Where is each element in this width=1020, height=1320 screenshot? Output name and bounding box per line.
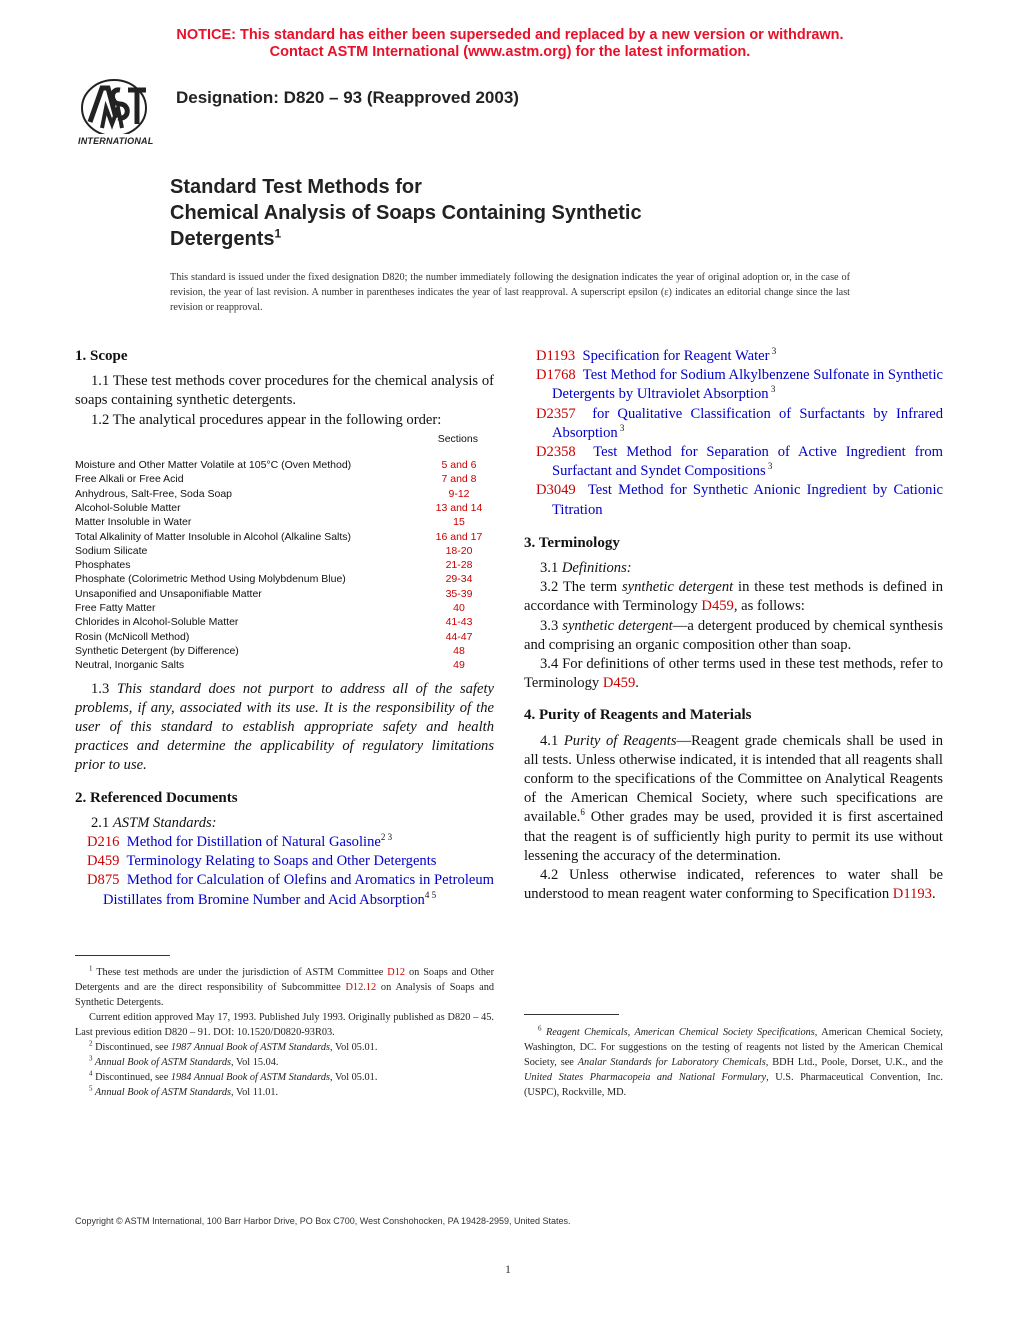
toc-row (75, 472, 495, 486)
fn-mark: 4 (89, 1069, 93, 1078)
refdocs-2-1-num: 2.1 (91, 814, 113, 831)
toc-row (75, 615, 495, 629)
toc-name: Total Alkalinity of Matter Insoluble in Alcohol (Alkaline Salts) (75, 530, 352, 543)
toc-row (75, 658, 495, 672)
toc-section: 9-12 (448, 487, 470, 500)
ref-item-d1768[interactable] (524, 366, 943, 404)
right-footnote-rule (524, 1014, 943, 1015)
scope-1-3-text: This standard does not purport to address all of the safety problems, if any, associated with its use. It is the responsibility of the user of this standard to establish appropriate safety and health practices and determine the applicability of regulatory limitations prior to use. (75, 680, 494, 774)
ref-code[interactable]: D1193 (536, 348, 576, 364)
footnote-4 (75, 1070, 494, 1085)
fn-text: , BDH Ltd., Poole, Dorset, U.K., and the (765, 1057, 944, 1068)
fn-text: , Vol 05.01. (330, 1072, 378, 1083)
scope-1-3-num: 1.3 (91, 680, 117, 697)
fn-text: Analar Standards for Laboratory Chemicals (577, 1057, 766, 1068)
term-text: . (635, 675, 639, 692)
link-d1193[interactable]: D1193 (892, 886, 932, 903)
toc-row (75, 458, 495, 472)
toc-row (75, 630, 495, 644)
fn-mark: 3 (89, 1054, 93, 1063)
toc-row (75, 558, 495, 572)
fn-text: , American Chemical Society, Washington, DC. For suggestions on the testing of reagents not listed by the American Chemical Society, see (524, 1027, 943, 1068)
toc-row (75, 544, 495, 558)
fn-text: United States Pharmacopeia and National Formulary (524, 1072, 767, 1083)
ref-footnote-mark: 3 (765, 461, 773, 472)
right-column (524, 347, 943, 904)
footnote-3 (75, 1055, 494, 1070)
ref-item-d459[interactable] (75, 852, 494, 871)
term-text: 3.3 (540, 617, 563, 634)
toc-row (75, 501, 495, 515)
toc-name: Chlorides in Alcohol-Soluble Matter (75, 616, 239, 629)
ref-code[interactable]: D459 (87, 853, 120, 870)
toc-section: 44-47 (445, 630, 473, 643)
terminology-3-4 (524, 655, 943, 693)
toc-section: 41-43 (445, 616, 473, 629)
toc-section: 18-20 (445, 544, 473, 557)
ref-title-link[interactable]: Method for Distillation of Natural Gasoline (126, 833, 381, 850)
fn-text: Discontinued, see (92, 1072, 171, 1083)
document-title (170, 174, 642, 252)
refdocs-2-1 (75, 814, 494, 833)
toc-name: Rosin (McNicoll Method) (75, 630, 190, 643)
title-line-2: Chemical Analysis of Soaps Containing Synthetic (170, 202, 642, 224)
fn-mark: 6 (580, 807, 585, 818)
toc-name: Free Alkali or Free Acid (75, 473, 184, 486)
fn-text: , U.S. Pharmaceutical Convention, Inc. (USPC), Rockville, MD. (524, 1072, 943, 1098)
ref-code[interactable]: D875 (87, 872, 120, 889)
ref-footnote-mark: 4 5 (424, 889, 437, 900)
term-text: 3.4 For definitions of other terms used in these test methods, refer to Terminology (524, 656, 943, 692)
toc-name: Alcohol-Soluble Matter (75, 502, 181, 514)
ref-title-link[interactable]: Method for Calculation of Olefins and Aromatics in Petroleum Distillates from Bromine Number and Acid Absorption (103, 872, 495, 908)
ref-item-d875[interactable] (75, 871, 494, 909)
toc-row (75, 572, 495, 586)
fn-mark: 6 (538, 1024, 542, 1033)
ref-title-link[interactable]: Test Method for Separation of Active Ingredient from Surfactant and Syndet Compositions (552, 444, 943, 480)
fn-text: , Vol 05.01. (330, 1042, 378, 1053)
terminology-heading: 3. Terminology (524, 534, 620, 551)
fn-mark: 1 (89, 964, 93, 973)
toc-name: Matter Insoluble in Water (75, 516, 192, 529)
ref-item-d216[interactable] (75, 833, 494, 852)
copyright-line: Copyright © ASTM International, 100 Barr Harbor Drive, PO Box C700, West Conshohocken, PA 19428-2959, United States. (75, 1216, 571, 1226)
footnote-1-edition: Current edition approved May 17, 1993. Published July 1993. Originally published as D820 – 45. Last previous edition D820 – 91. DOI: 10.1520/D0820-93R03. (75, 1012, 494, 1038)
ref-item-d3049[interactable] (524, 481, 943, 519)
fn-mark: 2 (89, 1039, 93, 1048)
intro-paragraph: This standard is issued under the fixed designation D820; the number immediately following the designation indicates the year of original adoption or, in the case of revision, the year of last revision. A number in parentheses indicates the year of last reapproval. A superscript epsilon (ε) indicates an editorial change since the last revision or reapproval. (170, 272, 850, 313)
refdocs-2-1-text: ASTM Standards: (112, 814, 217, 831)
term-text: synthetic detergent (562, 617, 673, 634)
sections-table (75, 432, 495, 673)
footnote-divider (75, 955, 170, 956)
purity-text: 4.1 (540, 732, 564, 749)
ref-title-link[interactable]: Test Method for Synthetic Anionic Ingredient by Cationic Titration (552, 482, 943, 518)
ref-code[interactable]: D3049 (536, 482, 576, 499)
fn-link-d12[interactable]: D12 (387, 967, 406, 978)
toc-section: 29-34 (445, 573, 473, 586)
ref-title-link[interactable]: Specification for Reagent Water (582, 348, 770, 364)
fn-text: Annual Book of ASTM Standards (92, 1057, 232, 1068)
toc-section: 5 and 6 (441, 459, 477, 472)
ref-code[interactable]: D1768 (536, 367, 576, 384)
purity-text: Purity of Reagents (563, 732, 677, 749)
ref-code[interactable]: D2357 (536, 405, 576, 422)
toc-row (75, 644, 495, 658)
toc-section: 7 and 8 (441, 473, 477, 486)
fn-text: , Vol 15.04. (231, 1057, 279, 1068)
toc-name: Unsaponified and Unsaponifiable Matter (75, 587, 262, 600)
fn-text: Reagent Chemicals, American Chemical Society Specifications (541, 1027, 815, 1038)
fn-text: Annual Book of ASTM Standards (92, 1087, 232, 1098)
scope-1-2: 1.2 The analytical procedures appear in the following order: (91, 411, 442, 428)
ref-footnote-mark: 3 (768, 384, 776, 395)
ref-footnote-mark: 3 (769, 346, 777, 357)
purity-text: —Reagent grade chemicals shall be used in all tests. Unless otherwise indicated, it is intended that all reagents shall conform to the specifications of the Committee on Analytical Reagents of the American Chemical Society, where such specifications are available. (524, 732, 943, 826)
toc-section: 48 (453, 644, 465, 657)
toc-section: 13 and 14 (435, 502, 483, 514)
fn-text: These test methods are under the jurisdiction of ASTM Committee (92, 967, 388, 978)
term-text: in these test methods is defined in accordance with Terminology (524, 579, 943, 615)
toc-row (75, 530, 495, 544)
notice-line-1: NOTICE: This standard has either been superseded and replaced by a new version or withdrawn. (176, 27, 844, 43)
toc-name: Synthetic Detergent (by Difference) (75, 644, 239, 657)
terminology-3-2 (524, 578, 943, 616)
toc-name: Moisture and Other Matter Volatile at 105°C (Oven Method) (75, 459, 352, 472)
ref-title-link[interactable]: Test Method for Sodium Alkylbenzene Sulfonate in Synthetic Detergents by Ultraviolet Absorption (552, 367, 943, 403)
fn-mark: 5 (89, 1084, 93, 1093)
terminology-3-1 (524, 559, 943, 578)
ref-item-d2358[interactable] (524, 443, 943, 481)
toc-name: Free Fatty Matter (75, 602, 156, 615)
withdrawal-notice (0, 27, 1020, 61)
ref-footnote-mark: 2 3 (380, 832, 393, 843)
toc-name: Neutral, Inorganic Salts (75, 659, 185, 672)
toc-section: 49 (453, 659, 465, 672)
purity-text: Other grades may be used, provided it is first ascertained that the reagent is of sufficiently high purity to permit its use without lessening the accuracy of the determination. (524, 809, 943, 864)
footnote-1 (75, 965, 494, 1010)
fn-text: 1984 Annual Book of ASTM Standards (170, 1072, 330, 1083)
toc-row (75, 515, 495, 529)
footnote-5 (75, 1085, 494, 1100)
toc-name: Phosphates (75, 559, 131, 572)
fn-text: Discontinued, see (92, 1042, 171, 1053)
ref-title-link[interactable]: for Qualitative Classification of Surfactants by Infrared Absorption (552, 405, 944, 441)
toc-section: 40 (453, 602, 465, 615)
fn-text: , Vol 11.01. (231, 1087, 279, 1098)
refdocs-heading: 2. Referenced Documents (75, 789, 238, 806)
footnote-6-text (524, 1025, 943, 1100)
title-line-1: Standard Test Methods for (170, 176, 422, 198)
footnote-6 (524, 1025, 943, 1100)
purity-4-2 (524, 866, 943, 904)
astm-logo (72, 78, 160, 150)
term-3-1-num: 3.1 (540, 560, 562, 577)
scope-heading: 1. Scope (75, 348, 128, 364)
footnote-divider (524, 1014, 619, 1015)
designation: Designation: D820 – 93 (Reapproved 2003) (176, 88, 519, 107)
left-footnotes (75, 965, 494, 1100)
link-d459[interactable]: D459 (701, 598, 734, 615)
notice-line-2: Contact ASTM International (www.astm.org) for the latest information. (269, 44, 751, 60)
term-3-1-text: Definitions: (561, 560, 632, 577)
ref-item-d1193[interactable] (524, 347, 943, 366)
purity-text: 4.2 Unless otherwise indicated, references to water shall be understood to mean reagent water conforming to Specification (524, 867, 943, 903)
toc-name: Sodium Silicate (75, 544, 148, 557)
fn-text: on Analysis of Soaps and Synthetic Detergents. (75, 982, 494, 1008)
purity-heading: 4. Purity of Reagents and Materials (524, 707, 752, 724)
fn-link-d12-12[interactable]: D12.12 (345, 982, 377, 993)
toc-row (75, 601, 495, 615)
ref-footnote-mark: 3 (617, 422, 625, 433)
link-d459[interactable]: D459 (602, 675, 636, 692)
scope-1-1: 1.1 These test methods cover procedures for the chemical analysis of soaps containing synthetic detergents. (75, 373, 494, 409)
title-line-3-text: Detergents (170, 228, 275, 250)
toc-name: Phosphate (Colorimetric Method Using Molybdenum Blue) (75, 573, 346, 586)
left-column (75, 347, 494, 910)
title-footnote-mark: 1 (274, 226, 282, 241)
term-text: 3.2 The term (540, 579, 622, 596)
toc-name: Anhydrous, Salt-Free, Soda Soap (75, 487, 233, 500)
terminology-3-3 (524, 617, 943, 655)
ref-item-d2357[interactable] (524, 405, 943, 443)
ref-code[interactable]: D216 (87, 833, 120, 850)
scope-1-3 (75, 680, 494, 776)
title-line-3 (170, 226, 642, 252)
page-number: 1 (505, 1262, 511, 1276)
logo-text: INTERNATIONAL (78, 136, 154, 146)
toc-row (75, 487, 495, 501)
toc-row (75, 587, 495, 601)
term-text: —a detergent produced by chemical synthesis and comprising an organic composition other than soap. (524, 617, 944, 653)
footnote-2 (75, 1040, 494, 1055)
fn-text: 1987 Annual Book of ASTM Standards (170, 1042, 330, 1053)
toc-section: 15 (453, 516, 465, 529)
fn-text: on Soaps and Other Detergents and are the direct responsibility of Subcommittee (75, 967, 494, 993)
term-text: synthetic detergent (621, 579, 734, 596)
ref-title-link[interactable]: Terminology Relating to Soaps and Other Detergents (126, 853, 437, 870)
term-text: , as follows: (733, 598, 805, 615)
toc-section: 21-28 (445, 559, 473, 572)
toc-section: 16 and 17 (435, 530, 483, 543)
toc-section: 35-39 (445, 587, 473, 600)
purity-4-1 (524, 732, 943, 866)
purity-text: . (931, 886, 936, 903)
ref-code[interactable]: D2358 (536, 444, 576, 461)
left-footnote-rule (75, 955, 494, 956)
sections-label: Sections (437, 432, 478, 445)
